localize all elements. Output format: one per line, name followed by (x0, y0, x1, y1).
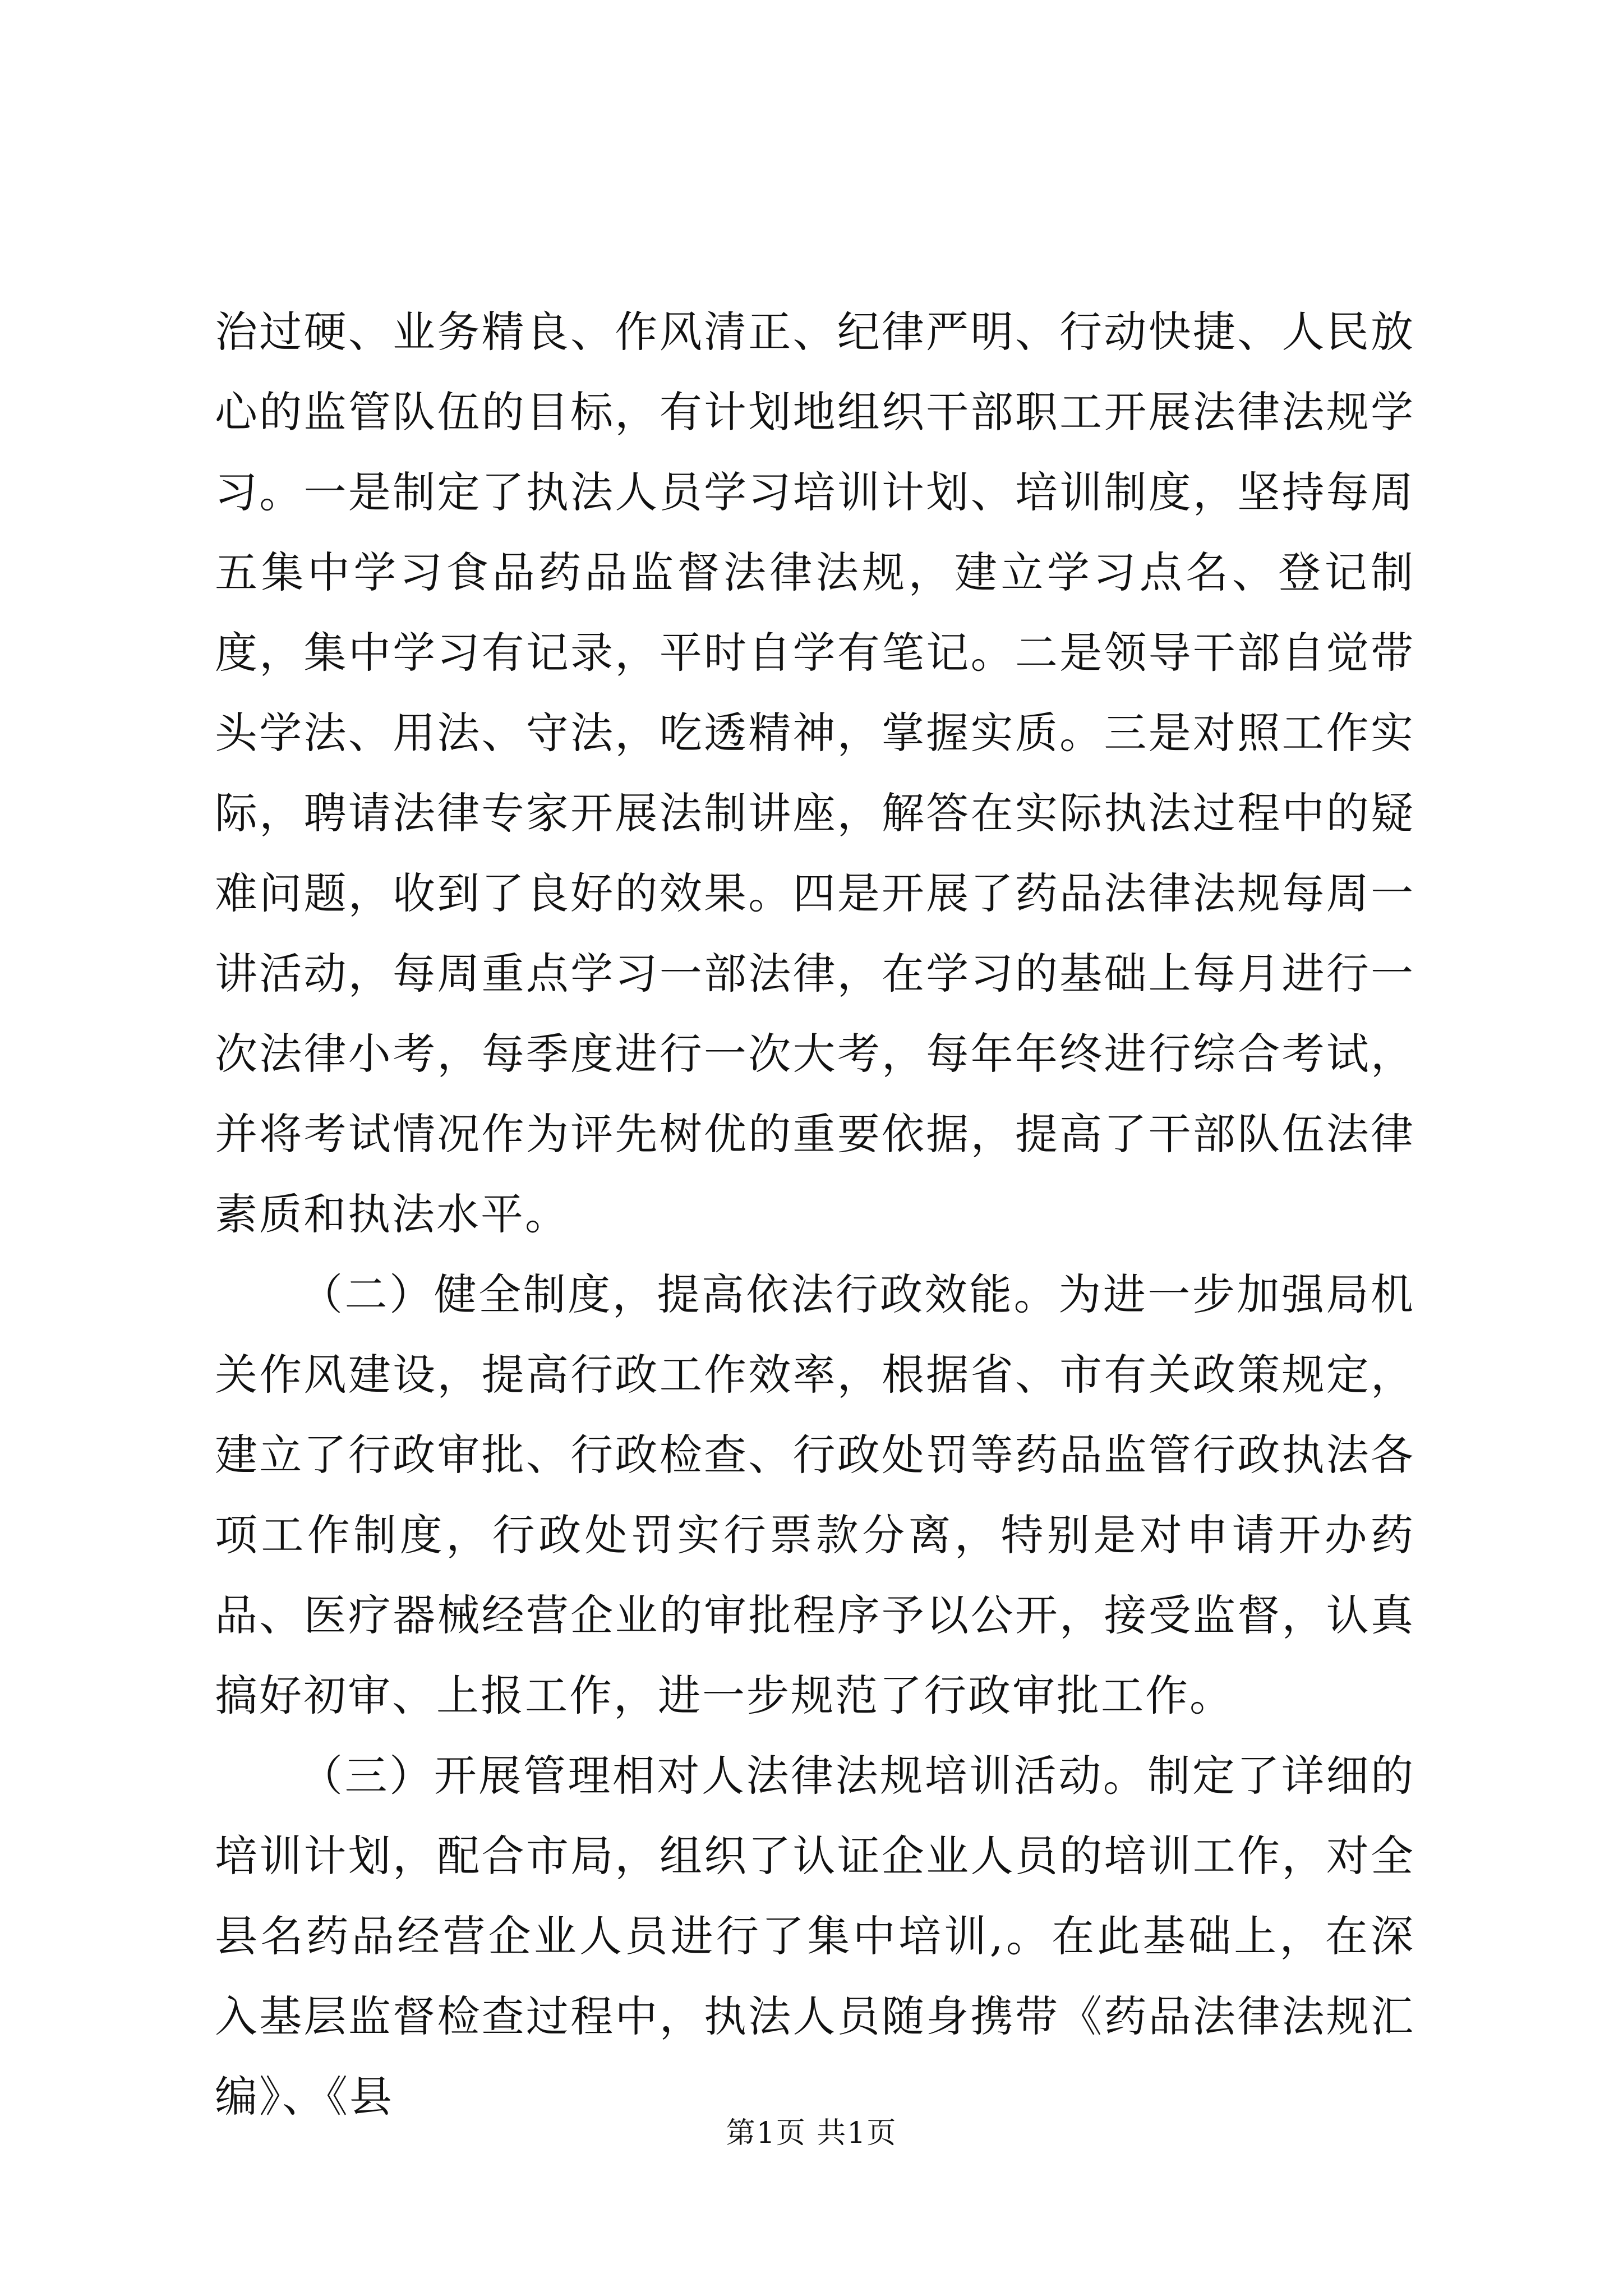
paragraph-continued: 治过硬、业务精良、作风清正、纪律严明、行动快捷、人民放心的监管队伍的目标，有计划地组织干部职工开展法律法规学习。一是制定了执法人员学习培训计划、培训制度，坚持每周五集中学习食品药品监督法律法规，建立学习点名、登记制度，集中学习有记录，平时自学有笔记。二是领导干部自觉带头学法、用法、守法，吃透精神，掌握实质。三是对照工作实际，聘请法律专家开展法制讲座，解答在实际执法过程中的疑难问题，收到了良好的效果。四是开展了药品法律法规每周一讲活动，每周重点学习一部法律，在学习的基础上每月进行一次法律小考，每季度进行一次大考，每年年终进行综合考试，并将考试情况作为评先树优的重要依据，提高了干部队伍法律素质和执法水平。 (215, 307, 1415, 1239)
paragraph-section-2: （二）健全制度，提高依法行政效能。为进一步加强局机关作风建设，提高行政工作效率，根据省、市有关政策规定，建立了行政审批、行政检查、行政处罚等药品监管行政执法各项工作制度，行政处罚实行票款分离，特别是对申请开办药品、医疗器械经营企业的审批程序予以公开，接受监督，认真搞好初审、上报工作，进一步规范了行政审批工作。 (215, 1269, 1415, 1720)
paragraph-section-3: （三）开展管理相对人法律法规培训活动。制定了详细的培训计划，配合市局，组织了认证企业人员的培训工作，对全县名药品经营企业人员进行了集中培训,。在此基础上，在深入基层监督检查过程中，执法人员随身携带《药品法律法规汇编》、《县 (215, 1751, 1415, 2122)
document-body (215, 292, 1415, 2137)
page-footer: 第1页 共1页 (726, 2116, 897, 2150)
